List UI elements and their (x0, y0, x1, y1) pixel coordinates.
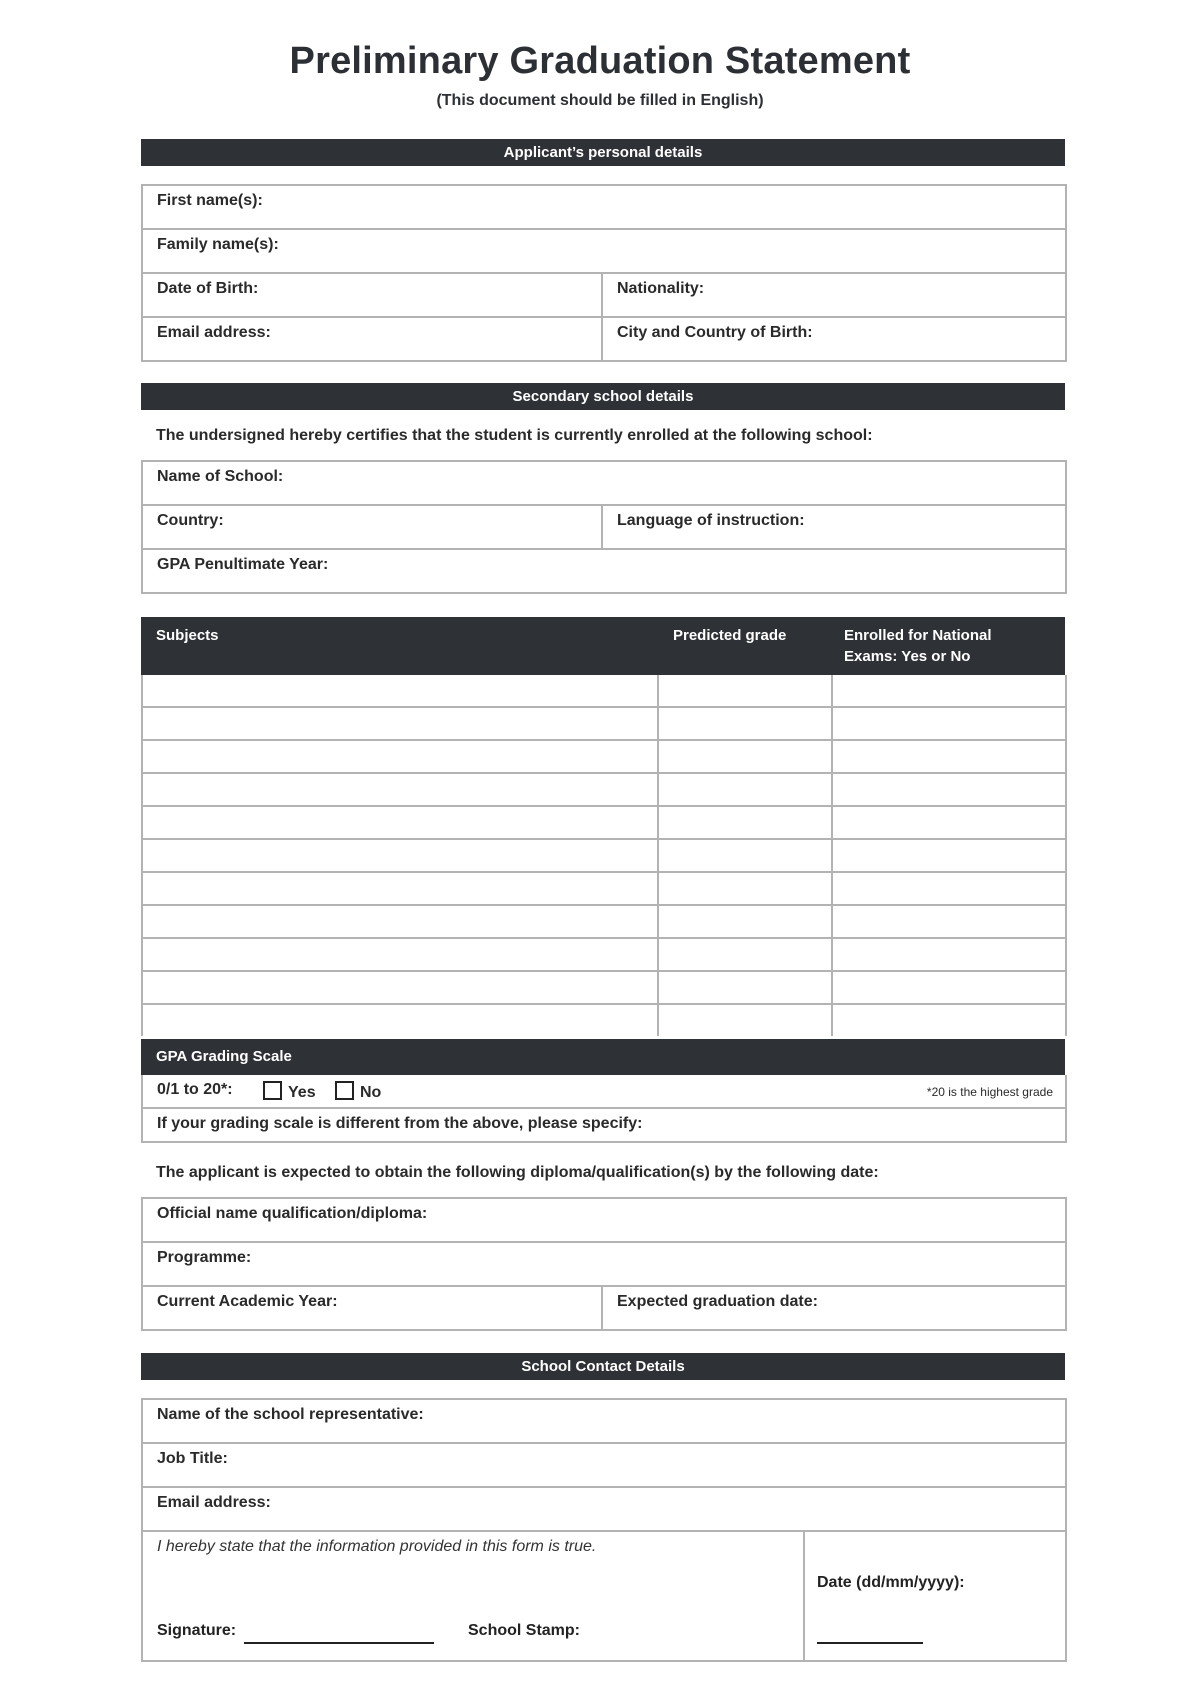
declaration-text: I hereby state that the information provided in this form is true. (157, 1538, 597, 1555)
subject-cell[interactable] (143, 906, 659, 937)
grade-cell[interactable] (659, 972, 833, 1003)
no-checkbox[interactable] (335, 1081, 354, 1100)
school-name-field[interactable]: Name of School: (157, 468, 284, 485)
graduation-date-field[interactable]: Expected graduation date: (601, 1287, 1065, 1329)
table-row (143, 741, 1065, 774)
page-subtitle: (This document should be filled in English) (436, 92, 764, 109)
grade-cell[interactable] (659, 774, 833, 805)
personal-details-header: Applicant’s personal details (141, 139, 1065, 166)
subject-cell[interactable] (143, 1005, 659, 1036)
subject-cell[interactable] (143, 741, 659, 772)
declaration-cell (143, 1532, 805, 1660)
subjects-table-header (141, 617, 1065, 675)
subject-cell[interactable] (143, 972, 659, 1003)
birth-place-field[interactable]: City and Country of Birth: (601, 318, 1065, 360)
national-exams-header-line2: Exams: Yes or No (844, 648, 971, 665)
table-row (143, 774, 1065, 807)
grade-cell[interactable] (659, 873, 833, 904)
national-exam-cell[interactable] (833, 774, 1065, 805)
diploma-intro: The applicant is expected to obtain the following diploma/qualification(s) by the following date: (156, 1164, 879, 1181)
first-name-field[interactable]: First name(s): (157, 192, 263, 209)
signature-line[interactable] (244, 1642, 434, 1644)
date-of-birth-field[interactable]: Date of Birth: (157, 280, 259, 297)
date-label: Date (dd/mm/yyyy): (817, 1574, 965, 1591)
table-row (143, 840, 1065, 873)
representative-email-field[interactable]: Email address: (157, 1494, 271, 1511)
national-exams-header-line1: Enrolled for National (844, 627, 992, 644)
school-contact-box (141, 1398, 1067, 1662)
table-row (143, 675, 1065, 708)
subjects-column-header: Subjects (156, 627, 219, 644)
highest-grade-note: *20 is the highest grade (926, 1085, 1053, 1099)
school-country-field[interactable]: Country: (157, 512, 224, 529)
nationality-field[interactable]: Nationality: (601, 274, 1065, 316)
academic-year-field[interactable]: Current Academic Year: (157, 1293, 338, 1310)
school-contact-header: School Contact Details (141, 1353, 1065, 1380)
grading-scale-specify-field[interactable]: If your grading scale is different from the above, please specify: (157, 1115, 643, 1132)
qualification-name-field[interactable]: Official name qualification/diploma: (157, 1205, 428, 1222)
programme-field[interactable]: Programme: (157, 1249, 252, 1266)
page-title: Preliminary Graduation Statement (289, 40, 911, 82)
national-exam-cell[interactable] (833, 807, 1065, 838)
subject-cell[interactable] (143, 807, 659, 838)
table-row (143, 708, 1065, 741)
family-name-field[interactable]: Family name(s): (157, 236, 279, 253)
signature-label: Signature: (157, 1622, 237, 1639)
gpa-no-option[interactable] (335, 1081, 381, 1102)
subject-cell[interactable] (143, 840, 659, 871)
grade-cell[interactable] (659, 939, 833, 970)
subject-cell[interactable] (143, 939, 659, 970)
date-line[interactable] (817, 1642, 923, 1644)
instruction-language-field[interactable]: Language of instruction: (601, 506, 1065, 548)
national-exam-cell[interactable] (833, 873, 1065, 904)
table-row (143, 939, 1065, 972)
grade-cell[interactable] (659, 741, 833, 772)
grade-cell[interactable] (659, 1005, 833, 1036)
grade-cell[interactable] (659, 906, 833, 937)
grade-cell[interactable] (659, 675, 833, 706)
representative-name-field[interactable]: Name of the school representative: (157, 1406, 424, 1423)
table-row (143, 906, 1065, 939)
grade-cell[interactable] (659, 807, 833, 838)
personal-details-box (141, 184, 1067, 362)
national-exam-cell[interactable] (833, 675, 1065, 706)
gpa-yes-option[interactable] (263, 1081, 316, 1102)
school-stamp-label: School Stamp: (468, 1622, 581, 1639)
certify-statement: The undersigned hereby certifies that the student is currently enrolled at the following school: (156, 427, 873, 444)
yes-label: Yes (288, 1084, 316, 1101)
grade-cell[interactable] (659, 708, 833, 739)
school-details-box (141, 460, 1067, 594)
diploma-box (141, 1197, 1067, 1331)
table-row (143, 1005, 1065, 1036)
gpa-scale-header: GPA Grading Scale (141, 1039, 1065, 1075)
subject-cell[interactable] (143, 708, 659, 739)
table-row (143, 972, 1065, 1005)
grade-cell[interactable] (659, 840, 833, 871)
national-exam-cell[interactable] (833, 906, 1065, 937)
date-cell (805, 1532, 1065, 1660)
table-row (143, 873, 1065, 906)
signature-area (143, 1530, 1065, 1660)
national-exam-cell[interactable] (833, 1005, 1065, 1036)
yes-checkbox[interactable] (263, 1081, 282, 1100)
national-exam-cell[interactable] (833, 708, 1065, 739)
national-exam-cell[interactable] (833, 972, 1065, 1003)
gpa-scale-label: 0/1 to 20*: (157, 1081, 233, 1098)
national-exam-cell[interactable] (833, 939, 1065, 970)
gpa-scale-row (143, 1075, 1065, 1109)
subject-cell[interactable] (143, 774, 659, 805)
subject-cell[interactable] (143, 675, 659, 706)
subject-cell[interactable] (143, 873, 659, 904)
national-exams-column-header (844, 625, 992, 667)
job-title-field[interactable]: Job Title: (157, 1450, 228, 1467)
school-details-header: Secondary school details (141, 383, 1065, 410)
predicted-grade-column-header: Predicted grade (673, 627, 787, 644)
gpa-scale-box (141, 1075, 1067, 1143)
national-exam-cell[interactable] (833, 741, 1065, 772)
table-row (143, 807, 1065, 840)
no-label: No (360, 1084, 382, 1101)
gpa-penultimate-field[interactable]: GPA Penultimate Year: (157, 556, 329, 573)
applicant-email-field[interactable]: Email address: (157, 324, 271, 341)
national-exam-cell[interactable] (833, 840, 1065, 871)
subjects-table-body (141, 675, 1067, 1036)
